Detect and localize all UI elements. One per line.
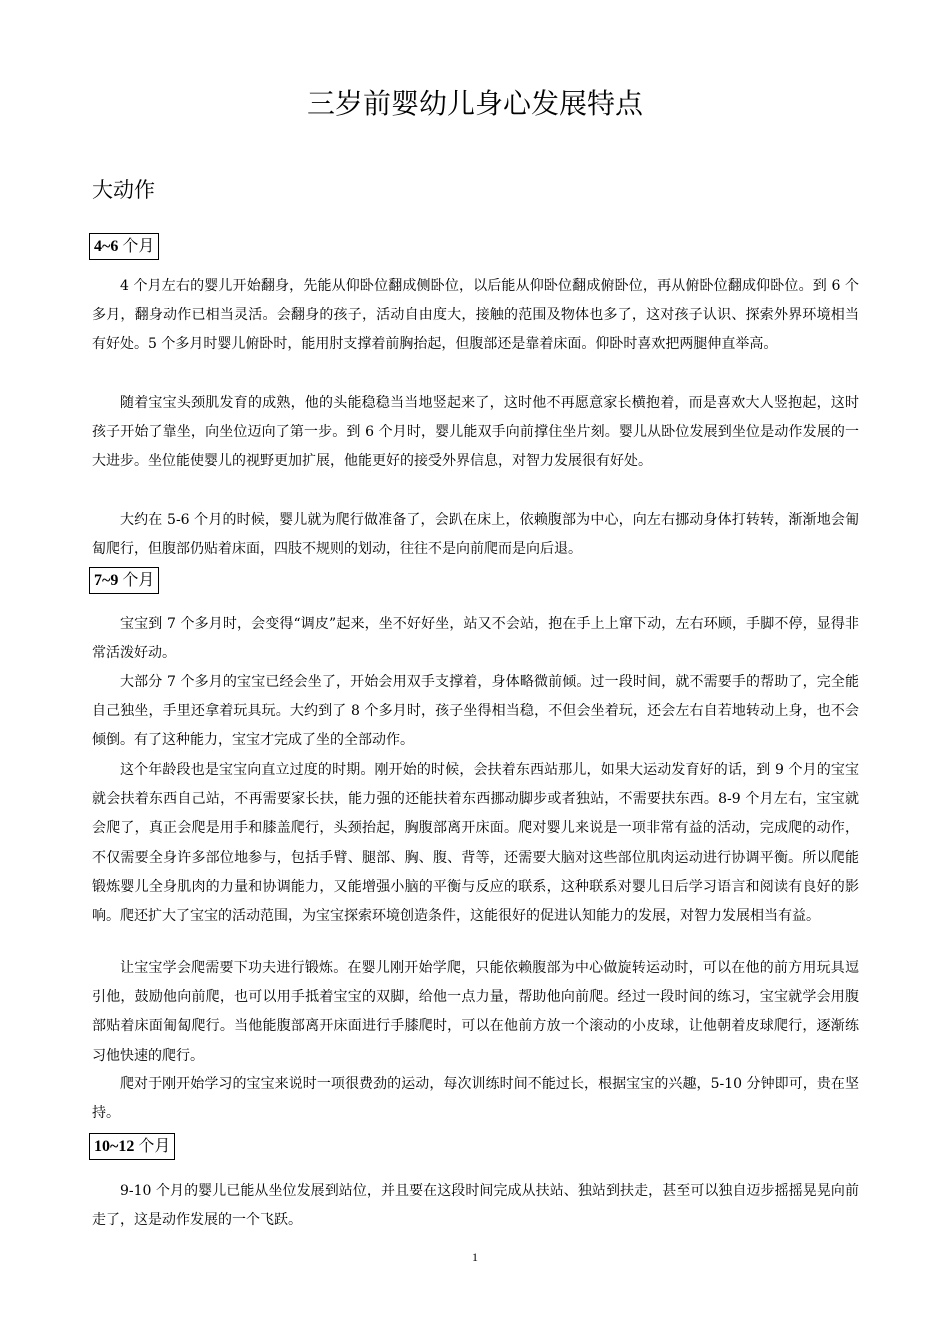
paragraph: 宝宝到 7 个多月时，会变得“调皮”起来，坐不好好坐，站又不会站，抱在手上上窜下动，左右环顾，手脚不停，显得非常活泼好动。 bbox=[92, 616, 859, 662]
paragraph: 让宝宝学会爬需要下功夫进行锻炼。在婴儿刚开始学爬，只能依赖腹部为中心做旋转运动时，可以在他的前方用玩具逗引他，鼓励他向前爬，也可以用手抵着宝宝的双脚，给他一点力量，帮助他向前爬。经过一段时间的练习，宝宝就学会用腹部贴着床面匍匐爬行。当他能腹部离开床面进行手膝爬时，可以在他前方放一个滚动的小皮球，让他朝着皮球爬行，逐渐练习他快速的爬行。 bbox=[92, 960, 859, 1064]
age-label-10-12 bbox=[89, 1133, 175, 1160]
age-label-4-6 bbox=[89, 233, 159, 260]
paragraph: 9-10 个月的婴儿已能从坐位发展到站位，并且要在这段时间完成从扶站、独站到扶走，甚至可以独自迈步摇摇晃晃向前走了，这是动作发展的一个飞跃。 bbox=[92, 1183, 859, 1229]
age-range: 10~12 bbox=[94, 1138, 135, 1155]
paragraph: 这个年龄段也是宝宝向直立过度的时期。刚开始的时候，会扶着东西站那儿，如果大运动发育好的话，到 9 个月的宝宝就会扶着东西自己站，不再需要家长扶，能力强的还能扶着东西挪动脚步或者独站，不需要扶东西。8-9 个月左右，宝宝就会爬了，真正会爬是用手和膝盖爬行，头颈抬起，胸腹部离开床面。爬对婴儿来说是一项非常有益的活动，完成爬的动作，不仅需要全身许多部位地参与，包括手臂、腿部、胸、腹、背等，还需要大脑对这些部位肌肉运动进行协调平衡。所以爬能锻炼婴儿全身肌肉的力量和协调能力，又能增强小脑的平衡与反应的联系，这种联系对婴儿日后学习语言和阅读有良好的影响。爬还扩大了宝宝的活动范围，为宝宝探索环境创造条件，这能很好的促进认知能力的发展，对智力发展相当有益。 bbox=[92, 762, 859, 925]
document-title: 三岁前婴幼儿身心发展特点 bbox=[306, 87, 643, 120]
paragraph: 随着宝宝头颈肌发育的成熟，他的头能稳稳当当地竖起来了，这时他不再愿意家长横抱着，而是喜欢大人竖抱起，这时孩子开始了靠坐，向坐位迈向了第一步。到 6 个月时，婴儿能双手向前撑住坐片刻。婴儿从卧位发展到坐位是动作发展的一大进步。坐位能使婴儿的视野更加扩展，他能更好的接受外界信息，对智力发展很有好处。 bbox=[92, 395, 859, 470]
age-unit: 个月 bbox=[134, 1138, 171, 1155]
paragraph: 4 个月左右的婴儿开始翻身，先能从仰卧位翻成侧卧位，以后能从仰卧位翻成俯卧位，再从俯卧位翻成仰卧位。到 6 个多月，翻身动作已相当灵活。会翻身的孩子，活动自由度大，接触的范围及物体也多了，这对孩子认识、探索外界环境相当有好处。5 个多月时婴儿俯卧时，能用肘支撑着前胸抬起，但腹部还是靠着床面。仰卧时喜欢把两腿伸直举高。 bbox=[92, 278, 859, 353]
age-range: 7~9 bbox=[94, 572, 119, 589]
age-unit: 个月 bbox=[118, 238, 155, 255]
age-unit: 个月 bbox=[118, 572, 155, 589]
section-heading: 大动作 bbox=[92, 178, 155, 202]
paragraph: 爬对于刚开始学习的宝宝来说时一项很费劲的运动，每次训练时间不能过长，根据宝宝的兴趣，5-10 分钟即可，贵在坚持。 bbox=[92, 1076, 859, 1122]
age-range: 4~6 bbox=[94, 238, 119, 255]
paragraph: 大约在 5-6 个月的时候，婴儿就为爬行做准备了，会趴在床上，依赖腹部为中心，向左右挪动身体打转转，渐渐地会匍匐爬行，但腹部仍贴着床面，四肢不规则的划动，往往不是向前爬而是向后退。 bbox=[92, 512, 859, 558]
paragraph: 大部分 7 个多月的宝宝已经会坐了，开始会用双手支撑着，身体略微前倾。过一段时间，就不需要手的帮助了，完全能自己独坐，手里还拿着玩具玩。大约到了 8 个多月时，孩子坐得相当稳，不但会坐着玩，还会左右自若地转动上身，也不会倾倒。有了这种能力，宝宝才完成了坐的全部动作。 bbox=[92, 674, 859, 749]
age-label-7-9 bbox=[89, 567, 159, 594]
page-number: 1 bbox=[472, 1250, 478, 1264]
